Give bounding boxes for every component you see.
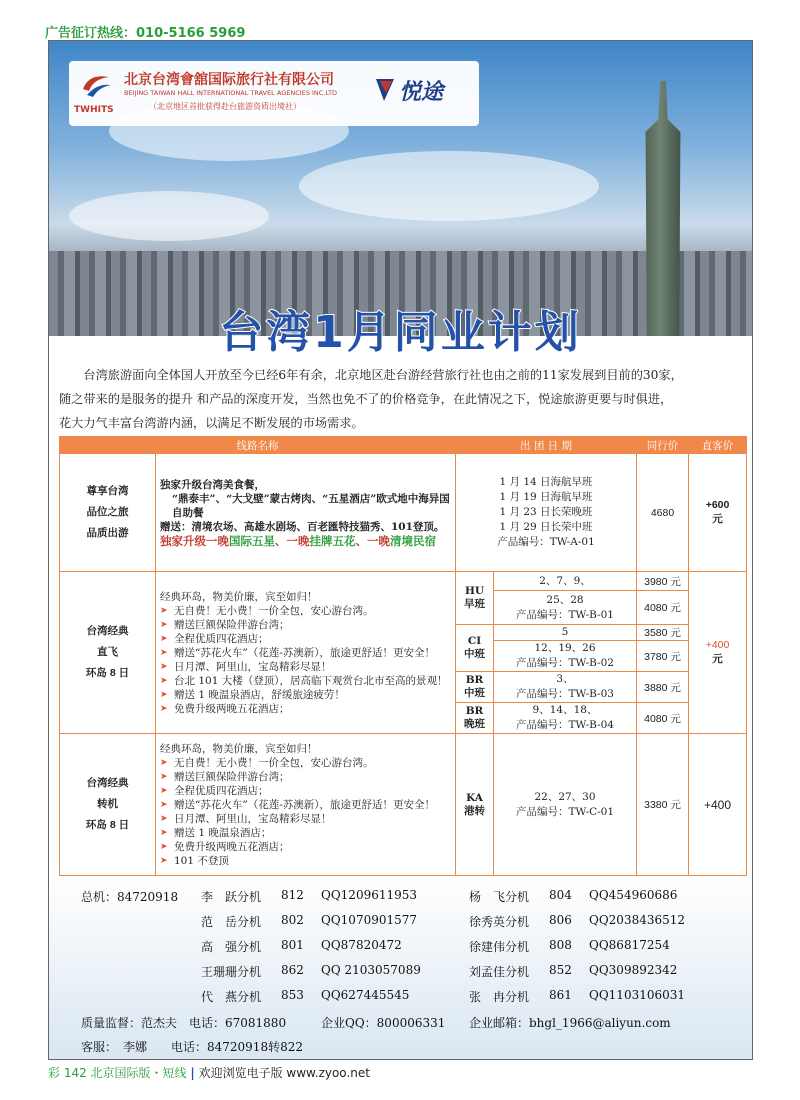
route-features	[156, 454, 456, 572]
departure-dates	[494, 703, 637, 734]
quality-supervisor: 质量监督：范杰夫 电话：67081880	[81, 1016, 287, 1030]
contact-ext: 861	[549, 988, 572, 1002]
route-name	[60, 572, 156, 734]
intro-line: 台湾旅游面向全体国人开放至今已经6年有余，北京地区赴台游经营旅行社也由之前的11家发展到目前的30家，	[83, 368, 683, 382]
upgrade-text: 、一晚	[355, 533, 390, 548]
upgrade-text: 一晚	[206, 533, 229, 548]
product-code: 产品编号：TW-C-01	[515, 805, 615, 818]
agent-price: 4080 元	[637, 703, 689, 734]
contact-name: 杨 飞分机	[469, 890, 530, 904]
contact-name: 张 冉分机	[469, 990, 530, 1004]
itinerary-table	[59, 436, 747, 876]
feature-item: ➤ 全程优质四花酒店；	[160, 784, 451, 798]
feature-intro: 经典环岛，物美价廉，宾至如归！	[160, 590, 318, 603]
product-code: 产品编号：TW-A-01	[497, 536, 595, 548]
product-code: 产品编号：TW-B-02	[516, 657, 614, 669]
direct-price-value: +600	[705, 499, 730, 511]
contact-qq: QQ2038436512	[589, 913, 686, 927]
departure-dates	[494, 734, 637, 876]
contact-name: 李 跃分机	[201, 890, 262, 904]
route-name	[60, 734, 156, 876]
date-line: 1 月 14 日海航早班	[499, 476, 593, 488]
feature-line	[160, 534, 451, 548]
departure-dates: 5	[494, 625, 637, 641]
date-line: 9、14、18、	[532, 704, 598, 716]
header-dates: 出 团 日 期	[456, 437, 637, 454]
header-direct-price: 直客价	[689, 437, 747, 454]
feature-line: 赠送：清境农场、高雄水剧场、百老匯特技猫秀、101登顶。	[160, 520, 445, 533]
company-name-en: BEIJING TAIWAN HALL INTERNATIONAL TRAVEL AGENCIES INC.LTD	[124, 89, 338, 97]
feature-item: ➤ 无自费！无小费！一价全包，安心游台湾。	[160, 604, 451, 618]
feature-item: ➤ 无自费！无小费！一价全包，安心游台湾。	[160, 756, 451, 770]
intro-line: 随之带来的是服务的提升 和产品的深度开发，当然也免不了的价格竞争，在此情况之下，悦途旅游更要与时俱进，	[59, 392, 673, 406]
brand-name: 悦途	[399, 80, 444, 105]
contact-qq: QQ1070901577	[321, 913, 418, 927]
airline-code	[456, 572, 494, 625]
agent-price: 4680	[637, 454, 689, 572]
brand-logo-icon	[374, 75, 402, 103]
contact-ext: 853	[281, 988, 304, 1002]
intro-text	[59, 363, 749, 435]
feature-item: ➤ 日月潭、阿里山，宝岛精彩尽显！	[160, 812, 451, 826]
feature-item: ➤ 免费升级两晚五花酒店；	[160, 702, 451, 716]
route-name-line: 直飞	[97, 646, 118, 658]
agent-price: 4080 元	[637, 591, 689, 625]
table-row	[60, 454, 747, 572]
main-phone: 总机：84720918	[81, 890, 179, 904]
airline-slot: 晚班	[464, 718, 485, 730]
departure-dates	[494, 672, 637, 703]
intro-line: 花大力气丰富台湾游内涵，以满足不断发展的市场需求。	[59, 416, 364, 430]
agent-price: 3380 元	[637, 734, 689, 876]
date-line: 3、	[556, 673, 574, 685]
customer-service: 客服： 李娜 电话：84720918转822	[81, 1040, 303, 1054]
date-line: 1 月 29 日长荣中班	[499, 521, 593, 533]
direct-price-value: +400	[705, 639, 730, 651]
airline-slot: 中班	[464, 687, 485, 699]
contact-section	[49, 876, 752, 1060]
hero-banner	[49, 41, 752, 358]
feature-line: 独家升级台湾美食餐，	[160, 478, 265, 491]
feature-item: ➤ 101 不登顶	[160, 854, 451, 868]
feature-item: ➤ 台北 101 大楼（登顶），居高临下观赏台北市至高的景观！	[160, 674, 451, 688]
table-row	[60, 572, 747, 591]
date-line: 25、28	[546, 593, 584, 606]
header-route: 线路名称	[60, 437, 456, 454]
direct-price	[689, 454, 747, 572]
feature-item: ➤ 赠送“苏花火车”（花莲-苏澳新），旅途更舒适！更安全！	[160, 798, 451, 812]
product-code: 产品编号：TW-B-01	[516, 608, 614, 621]
feature-item: ➤ 赠送 1 晚温泉酒店，舒缓旅途疲劳！	[160, 688, 451, 702]
contact-name: 王珊珊分机	[201, 965, 262, 979]
contact-ext: 812	[281, 888, 304, 902]
agent-price: 3980 元	[637, 572, 689, 591]
logo-abbr: TWHITS	[74, 105, 114, 115]
date-line: 1 月 19 日海航早班	[499, 491, 593, 503]
company-name-cn: 北京台湾會舘国际旅行社有限公司	[124, 72, 334, 88]
table-header-row	[60, 437, 747, 454]
contact-qq: QQ627445545	[321, 988, 410, 1002]
airline-slot: 中班	[464, 648, 485, 660]
contact-ext: 808	[549, 938, 572, 952]
route-name-line: 台湾经典	[86, 777, 129, 789]
upgrade-text: 挂牌五花	[309, 533, 356, 548]
feature-item: ➤ 赠送“苏花火车”（花莲-苏澳新），旅途更舒适！更安全！	[160, 646, 451, 660]
table-row	[60, 734, 747, 876]
feature-item: ➤ 赠送巨额保险伴游台湾；	[160, 770, 451, 784]
feature-item: ➤ 赠送 1 晚温泉酒店；	[160, 826, 451, 840]
feature-intro: 经典环岛，物美价廉，宾至如归！	[160, 742, 318, 755]
header-agent-price: 同行价	[637, 437, 689, 454]
company-email: 企业邮箱：bhgl_1966@aliyun.com	[469, 1016, 671, 1030]
airline-slot: 港转	[464, 804, 485, 817]
contact-qq: QQ87820472	[321, 938, 402, 952]
agent-price: 3880 元	[637, 672, 689, 703]
ad-hotline: 广告征订热线：010-5166 5969	[45, 26, 246, 41]
page-number: 彩 142 北京国际版・短线	[48, 1066, 187, 1080]
airline-name: BR	[465, 705, 484, 717]
airline-code	[456, 703, 494, 734]
date-line: 22、27、30	[534, 790, 596, 803]
direct-price: +400	[689, 734, 747, 876]
route-features	[156, 734, 456, 876]
contact-name: 刘孟佳分机	[469, 965, 530, 979]
contact-qq: QQ454960686	[589, 888, 678, 902]
direct-price-unit: 元	[712, 653, 723, 665]
feature-item: ➤ 全程优质四花酒店；	[160, 632, 451, 646]
product-code: 产品编号：TW-B-04	[516, 719, 614, 731]
contact-name: 代 燕分机	[201, 990, 262, 1004]
contact-qq: QQ309892342	[589, 963, 678, 977]
date-line: 1 月 23 日长荣晚班	[499, 506, 593, 518]
direct-price	[689, 572, 747, 734]
route-name	[60, 454, 156, 572]
airline-code	[456, 734, 494, 876]
airline-name: HU	[464, 585, 485, 597]
airline-name: KA	[466, 791, 483, 804]
contact-ext: 862	[281, 963, 304, 977]
departure-dates	[494, 591, 637, 625]
route-name-line: 转机	[97, 798, 118, 810]
feature-item: ➤ 免费升级两晚五花酒店；	[160, 840, 451, 854]
contact-name: 高 强分机	[201, 940, 262, 954]
route-features	[156, 572, 456, 734]
airline-slot: 早班	[464, 598, 485, 610]
upgrade-text: 清境民宿	[390, 533, 436, 548]
contact-qq: QQ1103106031	[589, 988, 686, 1002]
contact-name: 范 岳分机	[201, 915, 262, 929]
feature-item: ➤ 赠送巨额保险伴游台湾；	[160, 618, 451, 632]
contact-qq: QQ1209611953	[321, 888, 418, 902]
contact-ext: 806	[549, 913, 572, 927]
departure-dates	[456, 454, 637, 572]
footer-site: 欢迎浏览电子版 www.zyoo.net	[198, 1066, 370, 1080]
airline-code	[456, 672, 494, 703]
agent-price: 3580 元	[637, 625, 689, 641]
route-name-line: 环岛 8 日	[85, 819, 130, 831]
product-code: 产品编号：TW-B-03	[516, 688, 614, 700]
upgrade-text: 国际五星	[229, 533, 275, 548]
departure-dates: 2、7、9、	[494, 572, 637, 591]
date-line: 12、19、26	[534, 642, 596, 654]
contact-ext: 804	[549, 888, 572, 902]
contact-qq: QQ86817254	[589, 938, 670, 952]
contact-name: 徐秀英分机	[469, 915, 530, 929]
company-logo-icon	[79, 69, 113, 99]
agent-price: 3780 元	[637, 641, 689, 672]
route-name-line: 品位之旅	[86, 506, 129, 518]
contact-name: 徐建伟分机	[469, 940, 530, 954]
direct-price-unit: 元	[712, 513, 723, 525]
route-name-line: 台湾经典	[86, 625, 129, 637]
company-logo-bar	[69, 61, 479, 126]
page-footer	[48, 1064, 370, 1081]
upgrade-text: 、一晚	[275, 533, 310, 548]
airline-name: CI	[467, 635, 482, 647]
ad-page	[48, 40, 753, 1060]
route-name-line: 环岛 8 日	[85, 667, 130, 679]
feature-item: ➤ 日月潭、阿里山，宝岛精彩尽显！	[160, 660, 451, 674]
airline-name: BR	[465, 674, 484, 686]
upgrade-text: 独家升级	[160, 533, 206, 548]
feature-line: “鼎泰丰”、“大戈壁”蒙古烤肉、“五星酒店”欧式地中海异国自助餐	[172, 492, 450, 519]
departure-dates	[494, 641, 637, 672]
contact-ext: 801	[281, 938, 304, 952]
airline-code	[456, 625, 494, 672]
contact-ext: 852	[549, 963, 572, 977]
company-qq: 企业QQ：800006331	[321, 1016, 446, 1030]
page-title: 台湾1月同业计划	[219, 307, 582, 358]
contact-qq: QQ 2103057089	[321, 963, 421, 977]
company-note: （北京地区首批获得赴台旅游资质出境社）	[149, 102, 301, 111]
route-name-line: 品质出游	[86, 527, 129, 539]
footer-separator: |	[190, 1066, 195, 1080]
route-name-line: 尊享台湾	[86, 485, 129, 497]
contact-ext: 802	[281, 913, 304, 927]
